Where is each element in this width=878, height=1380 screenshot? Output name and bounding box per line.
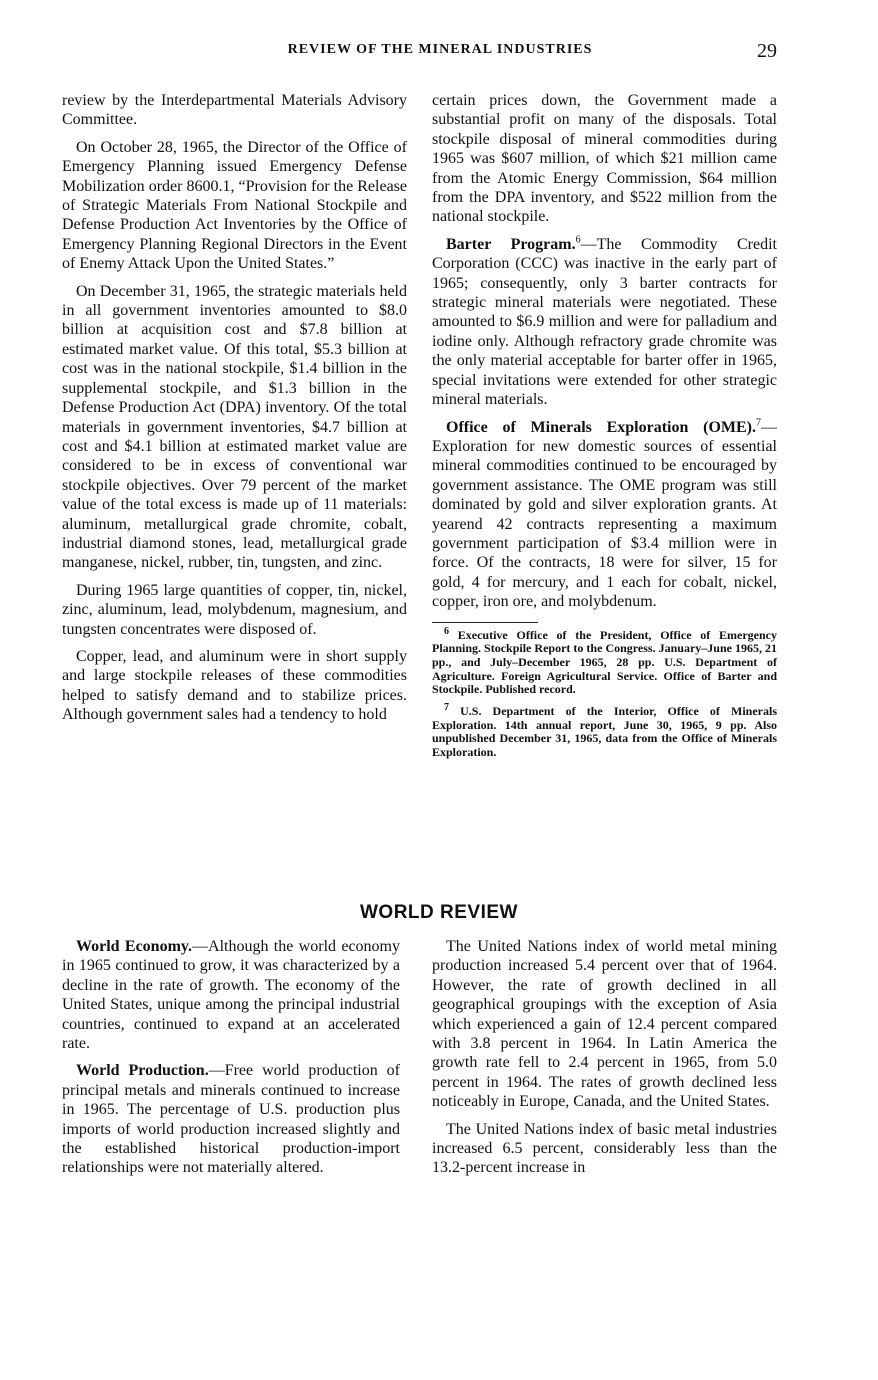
paragraph-text: —The Commodity Credit Corporation (CCC) was inactive in the early part of 1965; consequently, only 3 barter contracts for strategic mineral materials were negotiated. These amounted to $6.9 million and were for palladium and iodine only. Although refractory grade chromite was the only material acceptable for barter offer in 1965, special invitations were extended for other strategic mineral materials. [432,235,777,409]
footnote [432,702,777,760]
left-column-bottom [62,937,400,1186]
world-production-paragraph [62,1061,400,1177]
footnote-text: U.S. Department of the Interior, Office of Minerals Exploration. 14th annual report, June 30, 1965, 9 pp. Also unpublished December 31, 1965, data from the Office of Minerals Exploration. [432,704,777,760]
right-column-bottom [432,937,777,1186]
left-column-top [62,91,407,733]
paragraph: On December 31, 1965, the strategic materials held in all government inventories amounted to $8.0 billion at acquisition cost and $7.8 billion at estimated market value. Of this total, $5.3 billion at cost was in the national stockpile, $1.4 billion in the supplemental stockpile, and $1.3 billion in the Defense Production Act (DPA) inventory. Of the total materials in government inventories, $4.7 billion at cost and $4.1 billion at estimated market value are considered to be in excess of conventional war stockpile objectives. Over 79 percent of the market value of the total excess is made up of 11 materials: aluminum, metallurgical grade chromite, cobalt, industrial diamond stones, lead, metallurgical grade manganese, nickel, rubber, tin, tungsten, and zinc. [62,282,407,572]
footnote-divider [432,622,538,623]
section-subheading: World Economy. [76,938,193,955]
footnote-mark: 6 [444,625,449,637]
section-subheading: World Production. [76,1062,209,1080]
paragraph: certain prices down, the Government made a substantial profit on many of the disposals. Total stockpile disposal of mineral commodities during 1965 was $607 million, of which $21 million came from the Atomic Energy Commission, $64 million from the DPA inventory, and $522 million from the national stockpile. [432,92,777,226]
paragraph: During 1965 large quantities of copper, tin, nickel, zinc, aluminum, lead, molybdenum, magnesium, and tungsten concentrates were disposed of. [62,581,407,638]
paragraph: On October 28, 1965, the Director of the Office of Emergency Planning issued Emergency Defense Mobilization order 8600.1, “Provision for the Release of Strategic Materials From National Stockpile and Defense Production Act Inventories by the Office of Emergency Planning Regional Directors in the Event of Enemy Attack Upon the United States.” [62,138,407,273]
section-heading: WORLD REVIEW [360,902,518,923]
footnote-reference[interactable]: 7 [756,417,761,429]
paragraph-text: —Free world production of principal metals and minerals continued to increase in 1965. The percentage of U.S. production plus imports of world production increased slightly and the established historical production-import relationships were not materially altered. [62,1062,400,1177]
footnote [432,625,777,698]
section-subheading: Office of Minerals Exploration (OME). [446,418,756,436]
footnote-text: Executive Office of the President, Office of Emergency Planning. Stockpile Report to the Congress. January–June 1965, 21 pp., and July–December 1965, 28 pp. U.S. Department of Agriculture. Foreign Agricultural Service. Office of Barter and Stockpile. Published record. [432,627,777,697]
paragraph: Copper, lead, and aluminum were in short supply and large stockpile releases of these commodities helped to satisfy demand and to stabilize prices. Although government sales had a tendency to hold [62,647,407,724]
page-number: 29 [757,40,777,62]
section-subheading: Barter Program. [446,235,576,253]
right-column-top [432,91,777,768]
world-economy-paragraph [62,937,400,1053]
paragraph: The United Nations index of world metal mining production increased 5.4 percent over that of 1964. However, the rate of growth declined in all geographical groupings with the exception of Asia which experienced a gain of 12.4 percent compared with 3.8 percent in 1964. In Latin America the growth rate fell to 2.4 percent in 1965, from 5.0 percent in 1964. The rates of growth declined less noticeably in Europe, Canada, and the United States. [432,938,777,1111]
paragraph: The United Nations index of basic metal industries increased 6.5 percent, considerably less than the 13.2-percent increase in [432,1120,777,1177]
footnote-reference[interactable]: 6 [575,234,581,246]
ome-paragraph [432,418,777,612]
footnote-mark: 7 [444,702,449,714]
running-title: REVIEW OF THE MINERAL INDUSTRIES [287,42,593,57]
barter-program-paragraph [432,235,777,410]
paragraph: review by the Interdepartmental Materials Advisory Committee. [62,92,407,129]
paragraph-text: —Exploration for new domestic sources of essential mineral commodities continued to be encouraged by government assistance. The OME program was still dominated by gold and silver exploration grants. At yearend 42 contracts representing a maximum government participation of $3.4 million were in force. Of the contracts, 18 were for silver, 15 for gold, 4 for mercury, and 1 each for cobalt, nickel, copper, iron ore, and molybdenum. [432,418,777,611]
paragraph-text: —Although the world economy in 1965 continued to grow, it was characterized by a decline in the rate of growth. The economy of the United States, unique among the principal industrial countries, continued to expand at an accelerated rate. [62,938,400,1053]
